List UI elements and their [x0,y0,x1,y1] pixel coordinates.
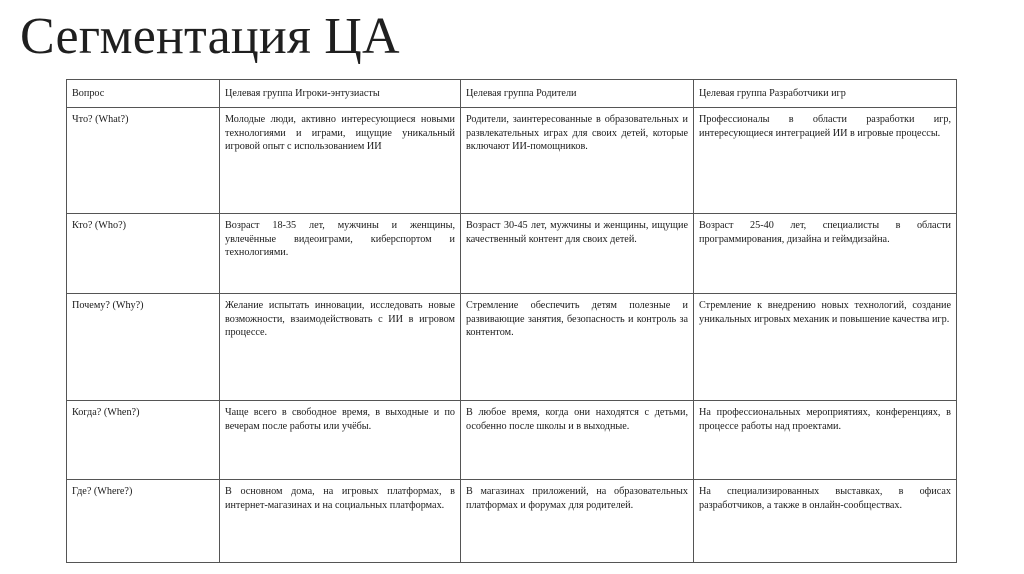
table-cell: Возраст 18-35 лет, мужчины и женщины, увлечённые видеоиграми, киберспортом и технологиями. [220,214,461,294]
row-question-who: Кто? (Who?) [67,214,220,294]
table-cell: Родители, заинтересованные в образовательных и развлекательных играх для своих детей, которые включают ИИ-помощников. [461,108,694,214]
table-cell: На специализированных выставках, в офисах разработчиков, а также в онлайн-сообществах. [694,480,957,563]
table-cell: Чаще всего в свободное время, в выходные и по вечерам после работы или учёбы. [220,401,461,480]
table-row [67,108,957,214]
header-parents: Целевая группа Родители [461,80,694,108]
table-cell: Стремление обеспечить детям полезные и развивающие занятия, безопасность и контроль за контентом. [461,294,694,401]
table-cell: Профессионалы в области разработки игр, интересующиеся интеграцией ИИ в игровые процессы. [694,108,957,214]
table-header-row [67,80,957,108]
header-question: Вопрос [67,80,220,108]
table-cell: Возраст 30-45 лет, мужчины и женщины, ищущие качественный контент для своих детей. [461,214,694,294]
row-question-why: Почему? (Why?) [67,294,220,401]
header-gamers: Целевая группа Игроки-энтузиасты [220,80,461,108]
table-cell: На профессиональных мероприятиях, конференциях, в процессе работы над проектами. [694,401,957,480]
table-row [67,294,957,401]
table-row [67,401,957,480]
table-cell: В любое время, когда они находятся с детьми, особенно после школы и в выходные. [461,401,694,480]
row-question-what: Что? (What?) [67,108,220,214]
table-cell: В основном дома, на игровых платформах, в интернет-магазинах и на социальных платформах. [220,480,461,563]
table-row [67,214,957,294]
table-cell: Молодые люди, активно интересующиеся новыми технологиями и играми, ищущие уникальный игровой опыт с использованием ИИ [220,108,461,214]
table-cell: Желание испытать инновации, исследовать новые возможности, взаимодействовать с ИИ в игровом процессе. [220,294,461,401]
table-cell: В магазинах приложений, на образовательных платформах и форумах для родителей. [461,480,694,563]
row-question-when: Когда? (When?) [67,401,220,480]
header-developers: Целевая группа Разработчики игр [694,80,957,108]
table-cell: Возраст 25-40 лет, специалисты в области программирования, дизайна и геймдизайна. [694,214,957,294]
segmentation-table [66,79,957,563]
table-row [67,480,957,563]
row-question-where: Где? (Where?) [67,480,220,563]
table-cell: Стремление к внедрению новых технологий, создание уникальных игровых механик и повышение качества игр. [694,294,957,401]
page-title: Сегментация ЦА [20,8,400,65]
